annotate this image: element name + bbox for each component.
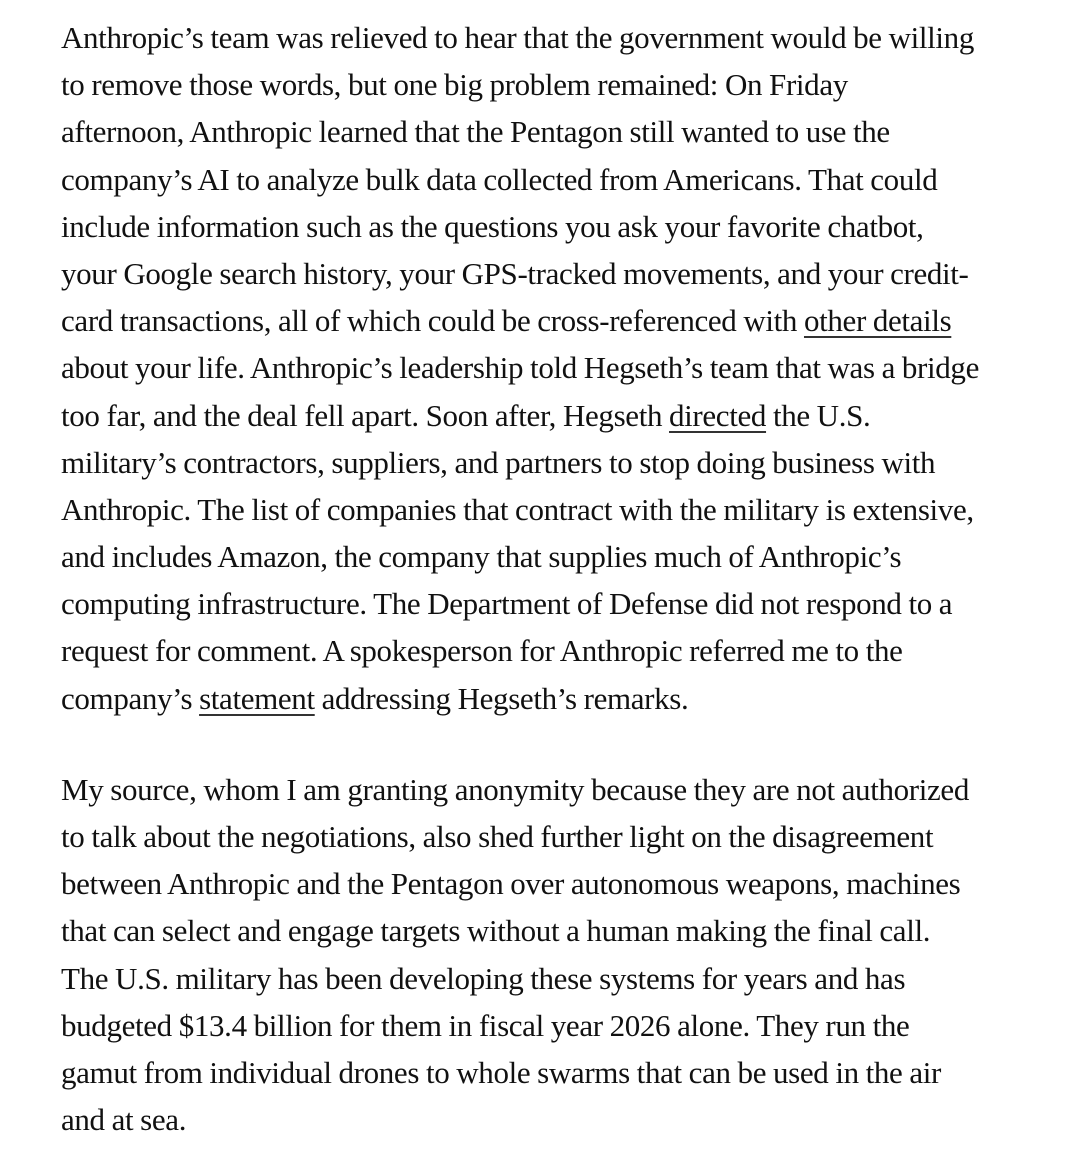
- text-run: and includes Amazon, the company that supplies much of Anthropic’s: [61, 539, 902, 575]
- text-run: Anthropic’s team was relieved to hear that the government would be willing: [61, 20, 974, 55]
- text-line: [61, 627, 1051, 674]
- text-run: to remove those words, but one big problem remained: On Friday: [61, 67, 848, 103]
- text-run: and at sea.: [61, 1102, 187, 1138]
- text-line: [61, 486, 1051, 533]
- text-line: [61, 156, 1051, 203]
- text-run: include information such as the questions you ask your favorite chatbot,: [61, 208, 924, 244]
- article-body: [61, 14, 1051, 1143]
- text-run: military’s contractors, suppliers, and partners to stop doing business with: [61, 444, 936, 480]
- text-line: [61, 1049, 1051, 1096]
- text-run: company’s: [61, 680, 200, 716]
- text-run: The U.S. military has been developing these systems for years and has: [61, 960, 906, 996]
- text-line: [61, 1002, 1051, 1049]
- text-line: [61, 61, 1051, 108]
- text-line: [61, 813, 1051, 860]
- text-line: [61, 580, 1051, 627]
- text-line: [61, 766, 1051, 813]
- text-run: budgeted $13.4 billion for them in fiscal year 2026 alone. They run the: [61, 1007, 910, 1043]
- text-run: too far, and the deal fell apart. Soon after, Hegseth: [61, 397, 670, 433]
- text-run: that can select and engage targets without a human making the final call.: [61, 913, 931, 949]
- text-run: between Anthropic and the Pentagon over autonomous weapons, machines: [61, 866, 961, 902]
- text-run: your Google search history, your GPS-tracked movements, and your credit-: [61, 255, 969, 291]
- text-line: [61, 955, 1051, 1002]
- text-run: My source, whom I am granting anonymity because they are not authorized: [61, 771, 969, 807]
- text-line: [61, 203, 1051, 250]
- article-paragraph: [61, 766, 1051, 1144]
- text-run: to talk about the negotiations, also shed further light on the disagreement: [61, 819, 934, 854]
- text-run: about your life. Anthropic’s leadership told Hegseth’s team that was a bridge: [61, 350, 979, 386]
- text-line: [61, 250, 1051, 297]
- link-statement[interactable]: statement: [199, 680, 315, 716]
- text-line: [61, 860, 1051, 907]
- text-run: request for comment. A spokesperson for Anthropic referred me to the: [61, 633, 903, 669]
- link-directed[interactable]: directed: [669, 397, 767, 433]
- text-run: company’s AI to analyze bulk data collected from Americans. That could: [61, 161, 938, 197]
- article-paragraph: [61, 14, 1051, 722]
- text-line: [61, 14, 1051, 61]
- text-line: [61, 108, 1051, 155]
- text-run: afternoon, Anthropic learned that the Pentagon still wanted to use the: [61, 114, 890, 150]
- text-run: card transactions, all of which could be cross-referenced with: [61, 303, 804, 339]
- text-line: [61, 344, 1051, 391]
- text-line: [61, 297, 1051, 344]
- text-line: [61, 1096, 1051, 1143]
- text-line: [61, 675, 1051, 722]
- text-run: the U.S.: [766, 397, 871, 433]
- text-line: [61, 392, 1051, 439]
- link-other-details[interactable]: other details: [803, 303, 952, 339]
- text-line: [61, 533, 1051, 580]
- text-run: Anthropic. The list of companies that contract with the military is extensive,: [61, 491, 974, 527]
- text-run: gamut from individual drones to whole swarms that can be used in the air: [61, 1054, 942, 1090]
- text-run: addressing Hegseth’s remarks.: [314, 680, 689, 716]
- text-run: computing infrastructure. The Department of Defense did not respond to a: [61, 586, 953, 622]
- text-line: [61, 439, 1051, 486]
- text-line: [61, 907, 1051, 954]
